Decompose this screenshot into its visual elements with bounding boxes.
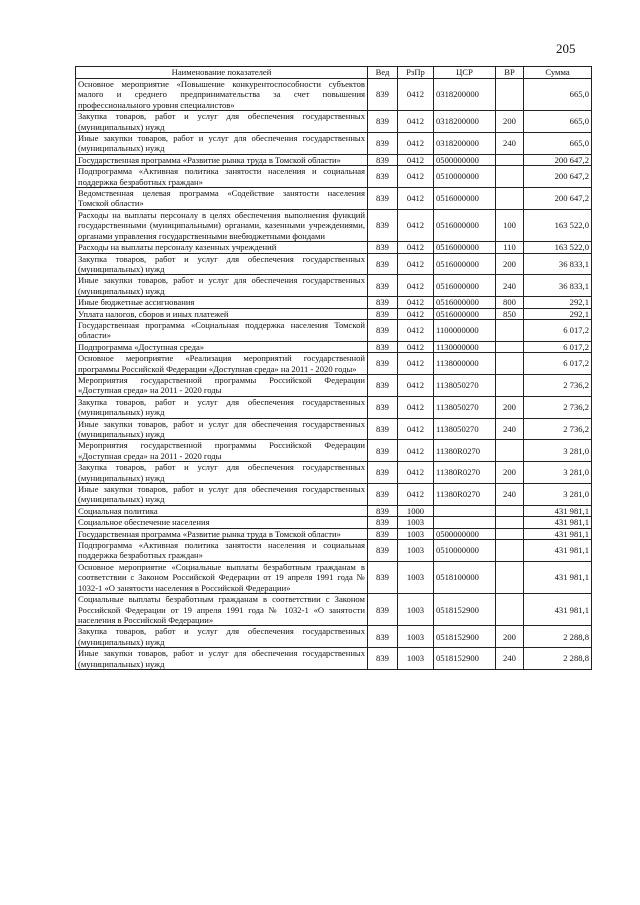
- row-ved: 839: [368, 353, 398, 375]
- header-row: [76, 67, 592, 79]
- row-ved: 839: [368, 440, 398, 462]
- row-rzpr: 0412: [398, 166, 434, 188]
- row-vr: 100: [496, 209, 524, 241]
- row-vr: [496, 528, 524, 539]
- row-rzpr: 0412: [398, 79, 434, 111]
- row-name: Иные закупки товаров, работ и услуг для обеспечения государственных (муниципальных) нужд: [76, 275, 368, 297]
- table-row: [76, 517, 592, 528]
- row-name: Закупка товаров, работ и услуг для обеспечения государственных (муниципальных) нужд: [76, 253, 368, 275]
- row-name: Социальная политика: [76, 505, 368, 516]
- row-ved: 839: [368, 517, 398, 528]
- header-name: Наименование показателей: [76, 67, 368, 79]
- row-sum: 431 981,1: [524, 528, 592, 539]
- row-rzpr: 0412: [398, 319, 434, 341]
- row-ved: 839: [368, 396, 398, 418]
- row-name: Расходы на выплаты персоналу в целях обеспечения выполнения функций государственными (муниципальными) органами, казенными учреждениями, органами управления государственными внебюджетными фондами: [76, 209, 368, 241]
- row-ved: 839: [368, 188, 398, 210]
- row-ved: 839: [368, 374, 398, 396]
- row-rzpr: 0412: [398, 418, 434, 440]
- row-vr: [496, 374, 524, 396]
- row-vr: [496, 188, 524, 210]
- row-vr: 110: [496, 242, 524, 253]
- row-name: Расходы на выплаты персоналу казенных учреждений: [76, 242, 368, 253]
- row-ved: 839: [368, 133, 398, 155]
- row-ved: 839: [368, 242, 398, 253]
- row-sum: 431 981,1: [524, 540, 592, 562]
- row-rzpr: 0412: [398, 275, 434, 297]
- row-rzpr: 1003: [398, 648, 434, 670]
- row-name: Социальное обеспечение населения: [76, 517, 368, 528]
- row-csr: 11380R0270: [434, 462, 496, 484]
- row-csr: 0518152900: [434, 648, 496, 670]
- row-vr: 200: [496, 396, 524, 418]
- row-name: Государственная программа «Социальная поддержка населения Томской области»: [76, 319, 368, 341]
- table-row: [76, 209, 592, 241]
- row-name: Иные закупки товаров, работ и услуг для обеспечения государственных (муниципальных) нужд: [76, 648, 368, 670]
- row-ved: 839: [368, 275, 398, 297]
- row-vr: [496, 440, 524, 462]
- table-row: [76, 626, 592, 648]
- row-sum: 431 981,1: [524, 517, 592, 528]
- table-row: [76, 353, 592, 375]
- row-name: Основное мероприятие «Реализация мероприятий государственной программы Российской Федерации «Доступная среда» на 2011 - 2020 годы»: [76, 353, 368, 375]
- row-csr: 0516000000: [434, 242, 496, 253]
- table-row: [76, 253, 592, 275]
- row-name: Основное мероприятие «Социальные выплаты безработным гражданам в соответствии с Законом Российской Федерации от 19 апреля 1991 года № 1032-1 «О занятости населения в Российской Федерации»: [76, 561, 368, 593]
- row-vr: [496, 79, 524, 111]
- row-csr: 0516000000: [434, 275, 496, 297]
- row-name: Уплата налогов, сборов и иных платежей: [76, 308, 368, 319]
- row-vr: [496, 561, 524, 593]
- row-csr: 1138050270: [434, 396, 496, 418]
- table-row: [76, 166, 592, 188]
- row-sum: 665,0: [524, 133, 592, 155]
- table-row: [76, 440, 592, 462]
- row-ved: 839: [368, 111, 398, 133]
- row-csr: [434, 505, 496, 516]
- row-sum: 2 736,2: [524, 418, 592, 440]
- row-sum: 2 288,8: [524, 648, 592, 670]
- row-rzpr: 0412: [398, 484, 434, 506]
- row-sum: 200 647,2: [524, 154, 592, 165]
- row-sum: 163 522,0: [524, 209, 592, 241]
- header-vr: ВР: [496, 67, 524, 79]
- row-ved: 839: [368, 341, 398, 352]
- row-sum: 163 522,0: [524, 242, 592, 253]
- row-sum: 2 288,8: [524, 626, 592, 648]
- row-rzpr: 0412: [398, 374, 434, 396]
- table-row: [76, 341, 592, 352]
- row-name: Социальные выплаты безработным гражданам в соответствии с Законом Российской Федерации от 19 апреля 1991 года № 1032-1 «О занятости населения в Российской Федерации»: [76, 594, 368, 626]
- header-ved: Вед: [368, 67, 398, 79]
- row-sum: 2 736,2: [524, 396, 592, 418]
- row-rzpr: 0412: [398, 133, 434, 155]
- row-csr: 11380R0270: [434, 484, 496, 506]
- row-csr: 1138000000: [434, 353, 496, 375]
- row-sum: 6 017,2: [524, 319, 592, 341]
- row-vr: [496, 341, 524, 352]
- row-rzpr: 1003: [398, 626, 434, 648]
- row-vr: [496, 594, 524, 626]
- row-ved: 839: [368, 166, 398, 188]
- row-vr: 240: [496, 484, 524, 506]
- row-sum: 3 281,0: [524, 440, 592, 462]
- row-vr: [496, 353, 524, 375]
- row-rzpr: 0412: [398, 308, 434, 319]
- row-ved: 839: [368, 297, 398, 308]
- row-name: Государственная программа «Развитие рынка труда в Томской области»: [76, 154, 368, 165]
- row-csr: 0500000000: [434, 528, 496, 539]
- row-sum: 3 281,0: [524, 462, 592, 484]
- row-rzpr: 0412: [398, 353, 434, 375]
- table-row: [76, 505, 592, 516]
- row-csr: 0510000000: [434, 540, 496, 562]
- row-csr: 0510000000: [434, 166, 496, 188]
- row-ved: 839: [368, 626, 398, 648]
- row-vr: [496, 505, 524, 516]
- row-vr: [496, 517, 524, 528]
- table-row: [76, 648, 592, 670]
- row-vr: [496, 540, 524, 562]
- row-sum: 3 281,0: [524, 484, 592, 506]
- row-csr: 0518100000: [434, 561, 496, 593]
- row-rzpr: 0412: [398, 396, 434, 418]
- row-rzpr: 0412: [398, 341, 434, 352]
- budget-table: [75, 66, 592, 670]
- table-row: [76, 242, 592, 253]
- table-row: [76, 297, 592, 308]
- table-row: [76, 374, 592, 396]
- row-sum: 6 017,2: [524, 353, 592, 375]
- row-name: Закупка товаров, работ и услуг для обеспечения государственных (муниципальных) нужд: [76, 626, 368, 648]
- row-csr: 1138050270: [434, 418, 496, 440]
- row-ved: 839: [368, 462, 398, 484]
- row-rzpr: 0412: [398, 297, 434, 308]
- row-sum: 665,0: [524, 111, 592, 133]
- row-rzpr: 0412: [398, 188, 434, 210]
- row-vr: 240: [496, 275, 524, 297]
- row-ved: 839: [368, 253, 398, 275]
- row-rzpr: 0412: [398, 209, 434, 241]
- row-sum: 292,1: [524, 297, 592, 308]
- row-csr: 0318200000: [434, 79, 496, 111]
- row-vr: 240: [496, 133, 524, 155]
- row-sum: 200 647,2: [524, 188, 592, 210]
- row-rzpr: 0412: [398, 154, 434, 165]
- row-sum: 292,1: [524, 308, 592, 319]
- header-csr: ЦСР: [434, 67, 496, 79]
- row-name: Ведомственная целевая программа «Содействие занятости населения Томской области»: [76, 188, 368, 210]
- row-csr: 0516000000: [434, 308, 496, 319]
- row-vr: 850: [496, 308, 524, 319]
- row-rzpr: 0412: [398, 462, 434, 484]
- row-name: Закупка товаров, работ и услуг для обеспечения государственных (муниципальных) нужд: [76, 111, 368, 133]
- row-csr: 11380R0270: [434, 440, 496, 462]
- row-sum: 36 833,1: [524, 275, 592, 297]
- row-rzpr: 1003: [398, 517, 434, 528]
- row-ved: 839: [368, 418, 398, 440]
- row-sum: 2 736,2: [524, 374, 592, 396]
- row-ved: 839: [368, 540, 398, 562]
- row-name: Иные закупки товаров, работ и услуг для обеспечения государственных (муниципальных) нужд: [76, 133, 368, 155]
- table-row: [76, 275, 592, 297]
- row-name: Подпрограмма «Активная политика занятости населения и социальная поддержка безработных граждан»: [76, 166, 368, 188]
- row-name: Иные закупки товаров, работ и услуг для обеспечения государственных (муниципальных) нужд: [76, 484, 368, 506]
- row-rzpr: 0412: [398, 440, 434, 462]
- row-rzpr: 0412: [398, 242, 434, 253]
- row-vr: [496, 166, 524, 188]
- table-row: [76, 561, 592, 593]
- row-ved: 839: [368, 209, 398, 241]
- row-csr: 1130000000: [434, 341, 496, 352]
- row-sum: 665,0: [524, 79, 592, 111]
- row-ved: 839: [368, 308, 398, 319]
- table-body: [76, 79, 592, 670]
- row-vr: 240: [496, 418, 524, 440]
- table-row: [76, 594, 592, 626]
- row-vr: 800: [496, 297, 524, 308]
- row-ved: 839: [368, 484, 398, 506]
- table-row: [76, 79, 592, 111]
- row-sum: 36 833,1: [524, 253, 592, 275]
- row-ved: 839: [368, 594, 398, 626]
- row-name: Подпрограмма «Доступная среда»: [76, 341, 368, 352]
- table-row: [76, 111, 592, 133]
- row-rzpr: 1003: [398, 594, 434, 626]
- row-csr: 0516000000: [434, 297, 496, 308]
- row-csr: 0516000000: [434, 188, 496, 210]
- row-ved: 839: [368, 79, 398, 111]
- row-name: Подпрограмма «Активная политика занятости населения и социальная поддержка безработных граждан»: [76, 540, 368, 562]
- table-row: [76, 396, 592, 418]
- table-row: [76, 133, 592, 155]
- row-csr: [434, 517, 496, 528]
- table-row: [76, 308, 592, 319]
- row-name: Иные закупки товаров, работ и услуг для обеспечения государственных (муниципальных) нужд: [76, 418, 368, 440]
- row-sum: 431 981,1: [524, 561, 592, 593]
- row-ved: 839: [368, 319, 398, 341]
- table-row: [76, 418, 592, 440]
- row-rzpr: 1000: [398, 505, 434, 516]
- row-sum: 431 981,1: [524, 594, 592, 626]
- header-sum: Сумма: [524, 67, 592, 79]
- row-sum: 431 981,1: [524, 505, 592, 516]
- row-rzpr: 1003: [398, 528, 434, 539]
- row-vr: [496, 154, 524, 165]
- row-vr: 200: [496, 626, 524, 648]
- table-row: [76, 528, 592, 539]
- row-name: Государственная программа «Развитие рынка труда в Томской области»: [76, 528, 368, 539]
- row-name: Закупка товаров, работ и услуг для обеспечения государственных (муниципальных) нужд: [76, 462, 368, 484]
- row-name: Закупка товаров, работ и услуг для обеспечения государственных (муниципальных) нужд: [76, 396, 368, 418]
- row-csr: 0516000000: [434, 253, 496, 275]
- row-rzpr: 0412: [398, 253, 434, 275]
- row-ved: 839: [368, 561, 398, 593]
- header-rzpr: РзПр: [398, 67, 434, 79]
- table-row: [76, 484, 592, 506]
- row-csr: 0318200000: [434, 111, 496, 133]
- row-rzpr: 0412: [398, 111, 434, 133]
- table-row: [76, 154, 592, 165]
- row-ved: 839: [368, 528, 398, 539]
- row-name: Мероприятия государственной программы Российской Федерации «Доступная среда» на 2011 - 2020 годы: [76, 374, 368, 396]
- row-rzpr: 1003: [398, 561, 434, 593]
- row-csr: 0318200000: [434, 133, 496, 155]
- row-vr: 240: [496, 648, 524, 670]
- row-name: Мероприятия государственной программы Российской Федерации «Доступная среда» на 2011 - 2020 годы: [76, 440, 368, 462]
- row-sum: 200 647,2: [524, 166, 592, 188]
- row-rzpr: 1003: [398, 540, 434, 562]
- row-csr: 0518152900: [434, 594, 496, 626]
- row-csr: 1138050270: [434, 374, 496, 396]
- row-csr: 0516000000: [434, 209, 496, 241]
- table-row: [76, 540, 592, 562]
- row-ved: 839: [368, 648, 398, 670]
- table-row: [76, 188, 592, 210]
- row-sum: 6 017,2: [524, 341, 592, 352]
- row-vr: 200: [496, 111, 524, 133]
- row-ved: 839: [368, 154, 398, 165]
- row-csr: 0518152900: [434, 626, 496, 648]
- row-name: Иные бюджетные ассигнования: [76, 297, 368, 308]
- row-csr: 1100000000: [434, 319, 496, 341]
- table-row: [76, 462, 592, 484]
- row-vr: [496, 319, 524, 341]
- page-number: 205: [556, 41, 576, 56]
- row-name: Основное мероприятие «Повышение конкурентоспособности субъектов малого и среднего предпринимательства за счет повышения профессионального уровня специалистов»: [76, 79, 368, 111]
- row-ved: 839: [368, 505, 398, 516]
- table-row: [76, 319, 592, 341]
- row-vr: 200: [496, 462, 524, 484]
- row-csr: 0500000000: [434, 154, 496, 165]
- row-vr: 200: [496, 253, 524, 275]
